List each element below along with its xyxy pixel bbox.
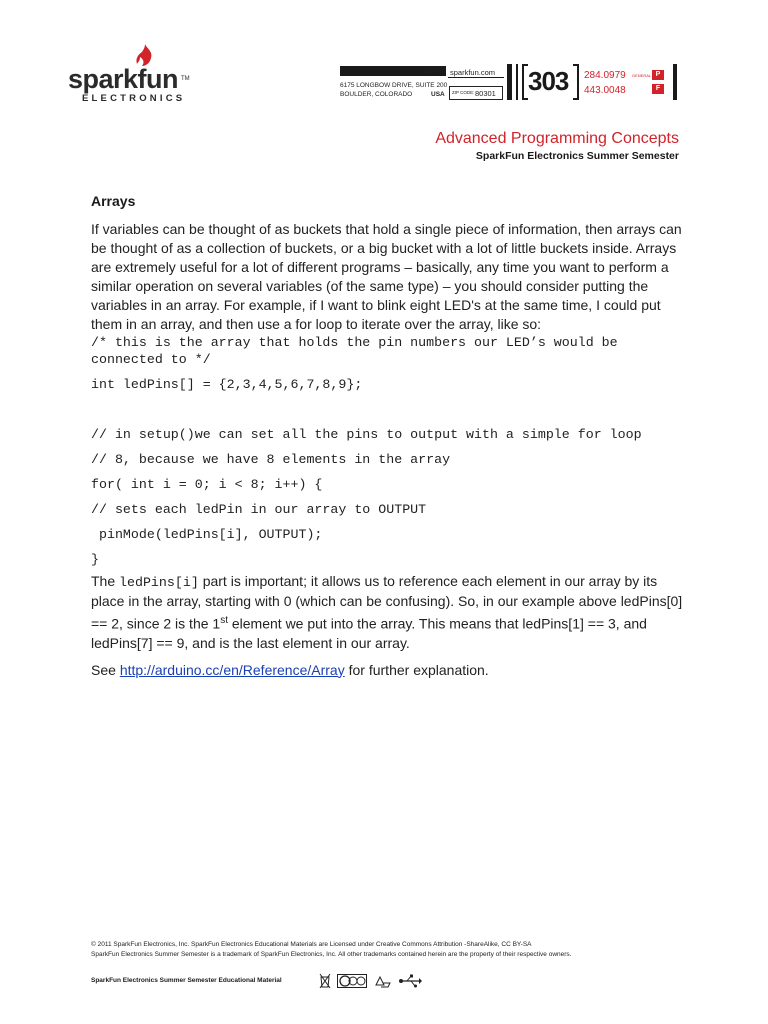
footer-trademark: SparkFun Electronics Summer Semester is a trademark of SparkFun Electronics, Inc. All other trademarks contained herein are the property of their respective owners. xyxy=(91,951,572,958)
explain-mid: part is important; it allows us to reference each element in our array by its place in the array, starting with 0 (which can be confusing). So, in our example above ledPins[0] == 2, since 2 is the 1 xyxy=(91,573,683,632)
explanation-paragraph xyxy=(91,572,691,653)
see-also-paragraph xyxy=(91,661,691,680)
code-line: /* this is the array that holds the pin numbers our LED’s would be connected to */ xyxy=(91,335,626,367)
explain-superscript: st xyxy=(220,615,228,626)
code-line: } xyxy=(91,552,99,567)
area-code: 303 xyxy=(528,66,569,96)
phone-fax: 443.0048 xyxy=(584,85,626,96)
see-pre: See xyxy=(91,661,120,678)
zip-box xyxy=(449,86,503,100)
main-content xyxy=(91,192,691,680)
usb-icon xyxy=(399,973,423,989)
bracket-right-icon xyxy=(572,64,580,100)
code-line: for( int i = 0; i < 8; i++) { xyxy=(91,477,323,492)
document-subtitle: SparkFun Electronics Summer Semester xyxy=(475,150,679,162)
sparkfun-logo xyxy=(68,44,208,104)
see-post: for further explanation. xyxy=(344,661,489,678)
address-line-1: 6175 LONGBOW DRIVE, SUITE 200 xyxy=(340,82,448,89)
intro-paragraph: If variables can be thought of as buckets that hold a single piece of information, then arrays can be thought of as a collection of buckets, or a big bucket with a lot of little buckets inside. Arrays are extremely useful for a lot of different programs – basically, any time you want to perform a similar operation on several variables (of the same type) – you should consider putting the variables in an array. For example, if I want to blink eight LED's at the same time, I could put them in an array, and then use a for loop to iterate over the array, like so: xyxy=(91,221,682,332)
logo-subtitle: ELECTRONICS xyxy=(82,93,186,104)
divider-line xyxy=(448,77,504,78)
country-text: USA xyxy=(431,91,445,98)
footer-copyright: © 2011 SparkFun Electronics, Inc. SparkFun Electronics Educational Materials are Licensed under Creative Commons Attribution -ShareAlike, CC BY-SA xyxy=(91,941,532,948)
phone-general: 284.0979 xyxy=(584,70,626,81)
code-line: int ledPins[] = {2,3,4,5,6,7,8,9}; xyxy=(91,377,363,392)
section-heading: Arrays xyxy=(91,193,136,209)
header-bar xyxy=(516,64,518,100)
explain-inline-code: ledPins[i] xyxy=(119,575,199,590)
zip-label: ZIP CODE: xyxy=(452,90,475,95)
zip-text: 80301 xyxy=(475,89,496,98)
footer xyxy=(91,940,691,960)
code-block xyxy=(91,334,691,568)
code-line: // 8, because we have 8 elements in the array xyxy=(91,452,451,467)
code-line: pinMode(ledPins[i], OUTPUT); xyxy=(91,527,323,542)
logo-trademark: TM xyxy=(181,76,190,82)
creative-commons-icon xyxy=(337,973,367,989)
document-title: Advanced Programming Concepts xyxy=(435,130,679,147)
arduino-reference-link[interactable]: http://arduino.cc/en/Reference/Array xyxy=(119,661,345,678)
explain-pre: The xyxy=(91,573,120,589)
code-line xyxy=(91,401,691,418)
phone-f-label: F xyxy=(652,84,664,94)
header-bar xyxy=(507,64,512,100)
weee-bin-icon xyxy=(319,973,331,989)
logo-wordmark: sparkfun xyxy=(68,64,179,94)
website-label: WEBSITE: xyxy=(422,69,444,74)
explain-post: element we put into the array. This means that ledPins[1] == 3, and ledPins[7] == 9, and is the last element in our array. xyxy=(91,615,647,651)
header-bar xyxy=(673,64,677,100)
code-line: // sets each ledPin in our array to OUTPUT xyxy=(91,502,427,517)
footer-bottom-label: SparkFun Electronics Summer Semester Educational Material xyxy=(91,977,282,984)
phone-p-label: P xyxy=(652,70,664,80)
code-line: // in setup()we can set all the pins to output with a simple for loop xyxy=(91,427,642,442)
website-text: sparkfun.com xyxy=(450,68,496,77)
phone-general-tag: GENERAL xyxy=(632,73,652,78)
address-line-2: BOULDER, COLORADO xyxy=(340,91,413,98)
footer-bottom xyxy=(91,973,491,989)
recycle-icon xyxy=(373,973,393,989)
contact-header xyxy=(340,64,685,104)
